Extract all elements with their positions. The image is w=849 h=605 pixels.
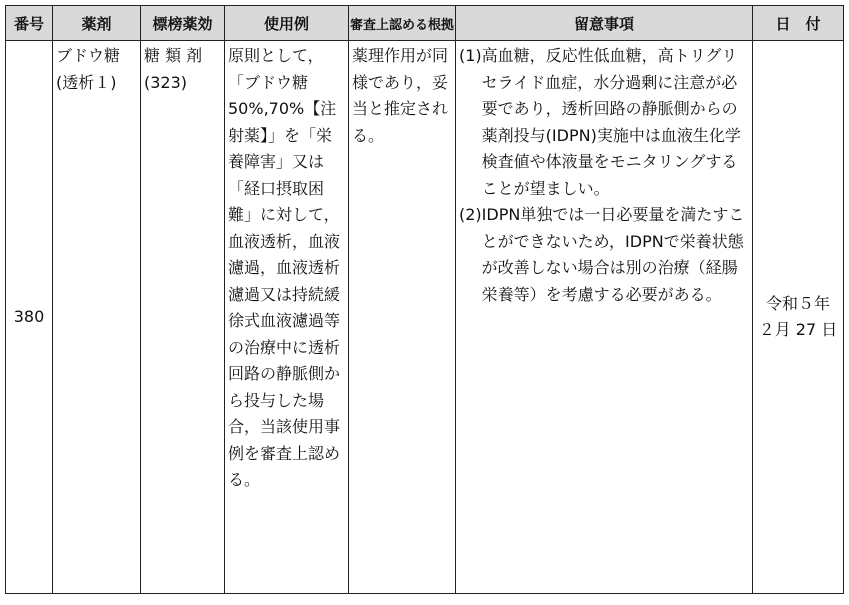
header-drug: 薬剤 — [53, 6, 141, 41]
efficacy-code: (323) — [144, 72, 188, 92]
drug-note: (透析１) — [56, 72, 117, 92]
review-table — [5, 5, 844, 594]
cell-notes — [456, 41, 753, 594]
date-era: 令和５年 — [765, 293, 830, 313]
note-number: (1) — [459, 46, 482, 65]
header-usage: 使用例 — [225, 6, 349, 41]
note-text: IDPN単独では一日必要量を満たすことができないため，IDPNで栄養状態が改善しない場合は別の治療（経腸栄養等）を考慮する必要がある。 — [481, 205, 745, 304]
header-basis: 審査上認める根拠 — [349, 6, 456, 41]
cell-drug — [53, 41, 141, 594]
cell-number: 380 — [6, 41, 53, 594]
drug-name: ブドウ糖 — [56, 46, 121, 65]
cell-date — [753, 41, 844, 594]
note-item — [459, 202, 749, 308]
note-text: 高血糖，反応性低血糖，高トリグリセライド血症，水分過剰に注意が必要であり，透析回路の静脈側からの薬剤投与(IDPN)実施中は血液生化学検査値や体液量をモニタリングすることが望ましい。 — [481, 46, 741, 198]
note-number: (2) — [459, 205, 482, 224]
header-efficacy: 標榜薬効 — [141, 6, 225, 41]
note-item — [459, 43, 749, 202]
header-row — [6, 6, 844, 41]
cell-usage: 原則として，「ブドウ糖50%,70%【注射薬】」を「栄養障害」又は「経口摂取困難」に対して，血液透析，血液濾過，血液透析濾過又は持続緩徐式血液濾過等の治療中に透析回路の静脈側から投与した場合，当該使用事例を審査上認める。 — [225, 41, 349, 594]
cell-basis: 薬理作用が同様であり，妥当と推定される。 — [349, 41, 456, 594]
header-notes: 留意事項 — [456, 6, 753, 41]
efficacy-name: 糖 類 剤 — [144, 46, 203, 65]
date-day: ２月 27 日 — [758, 320, 838, 339]
header-number: 番号 — [6, 6, 53, 41]
table-row — [6, 41, 844, 594]
cell-efficacy — [141, 41, 225, 594]
header-date: 日 付 — [753, 6, 844, 41]
